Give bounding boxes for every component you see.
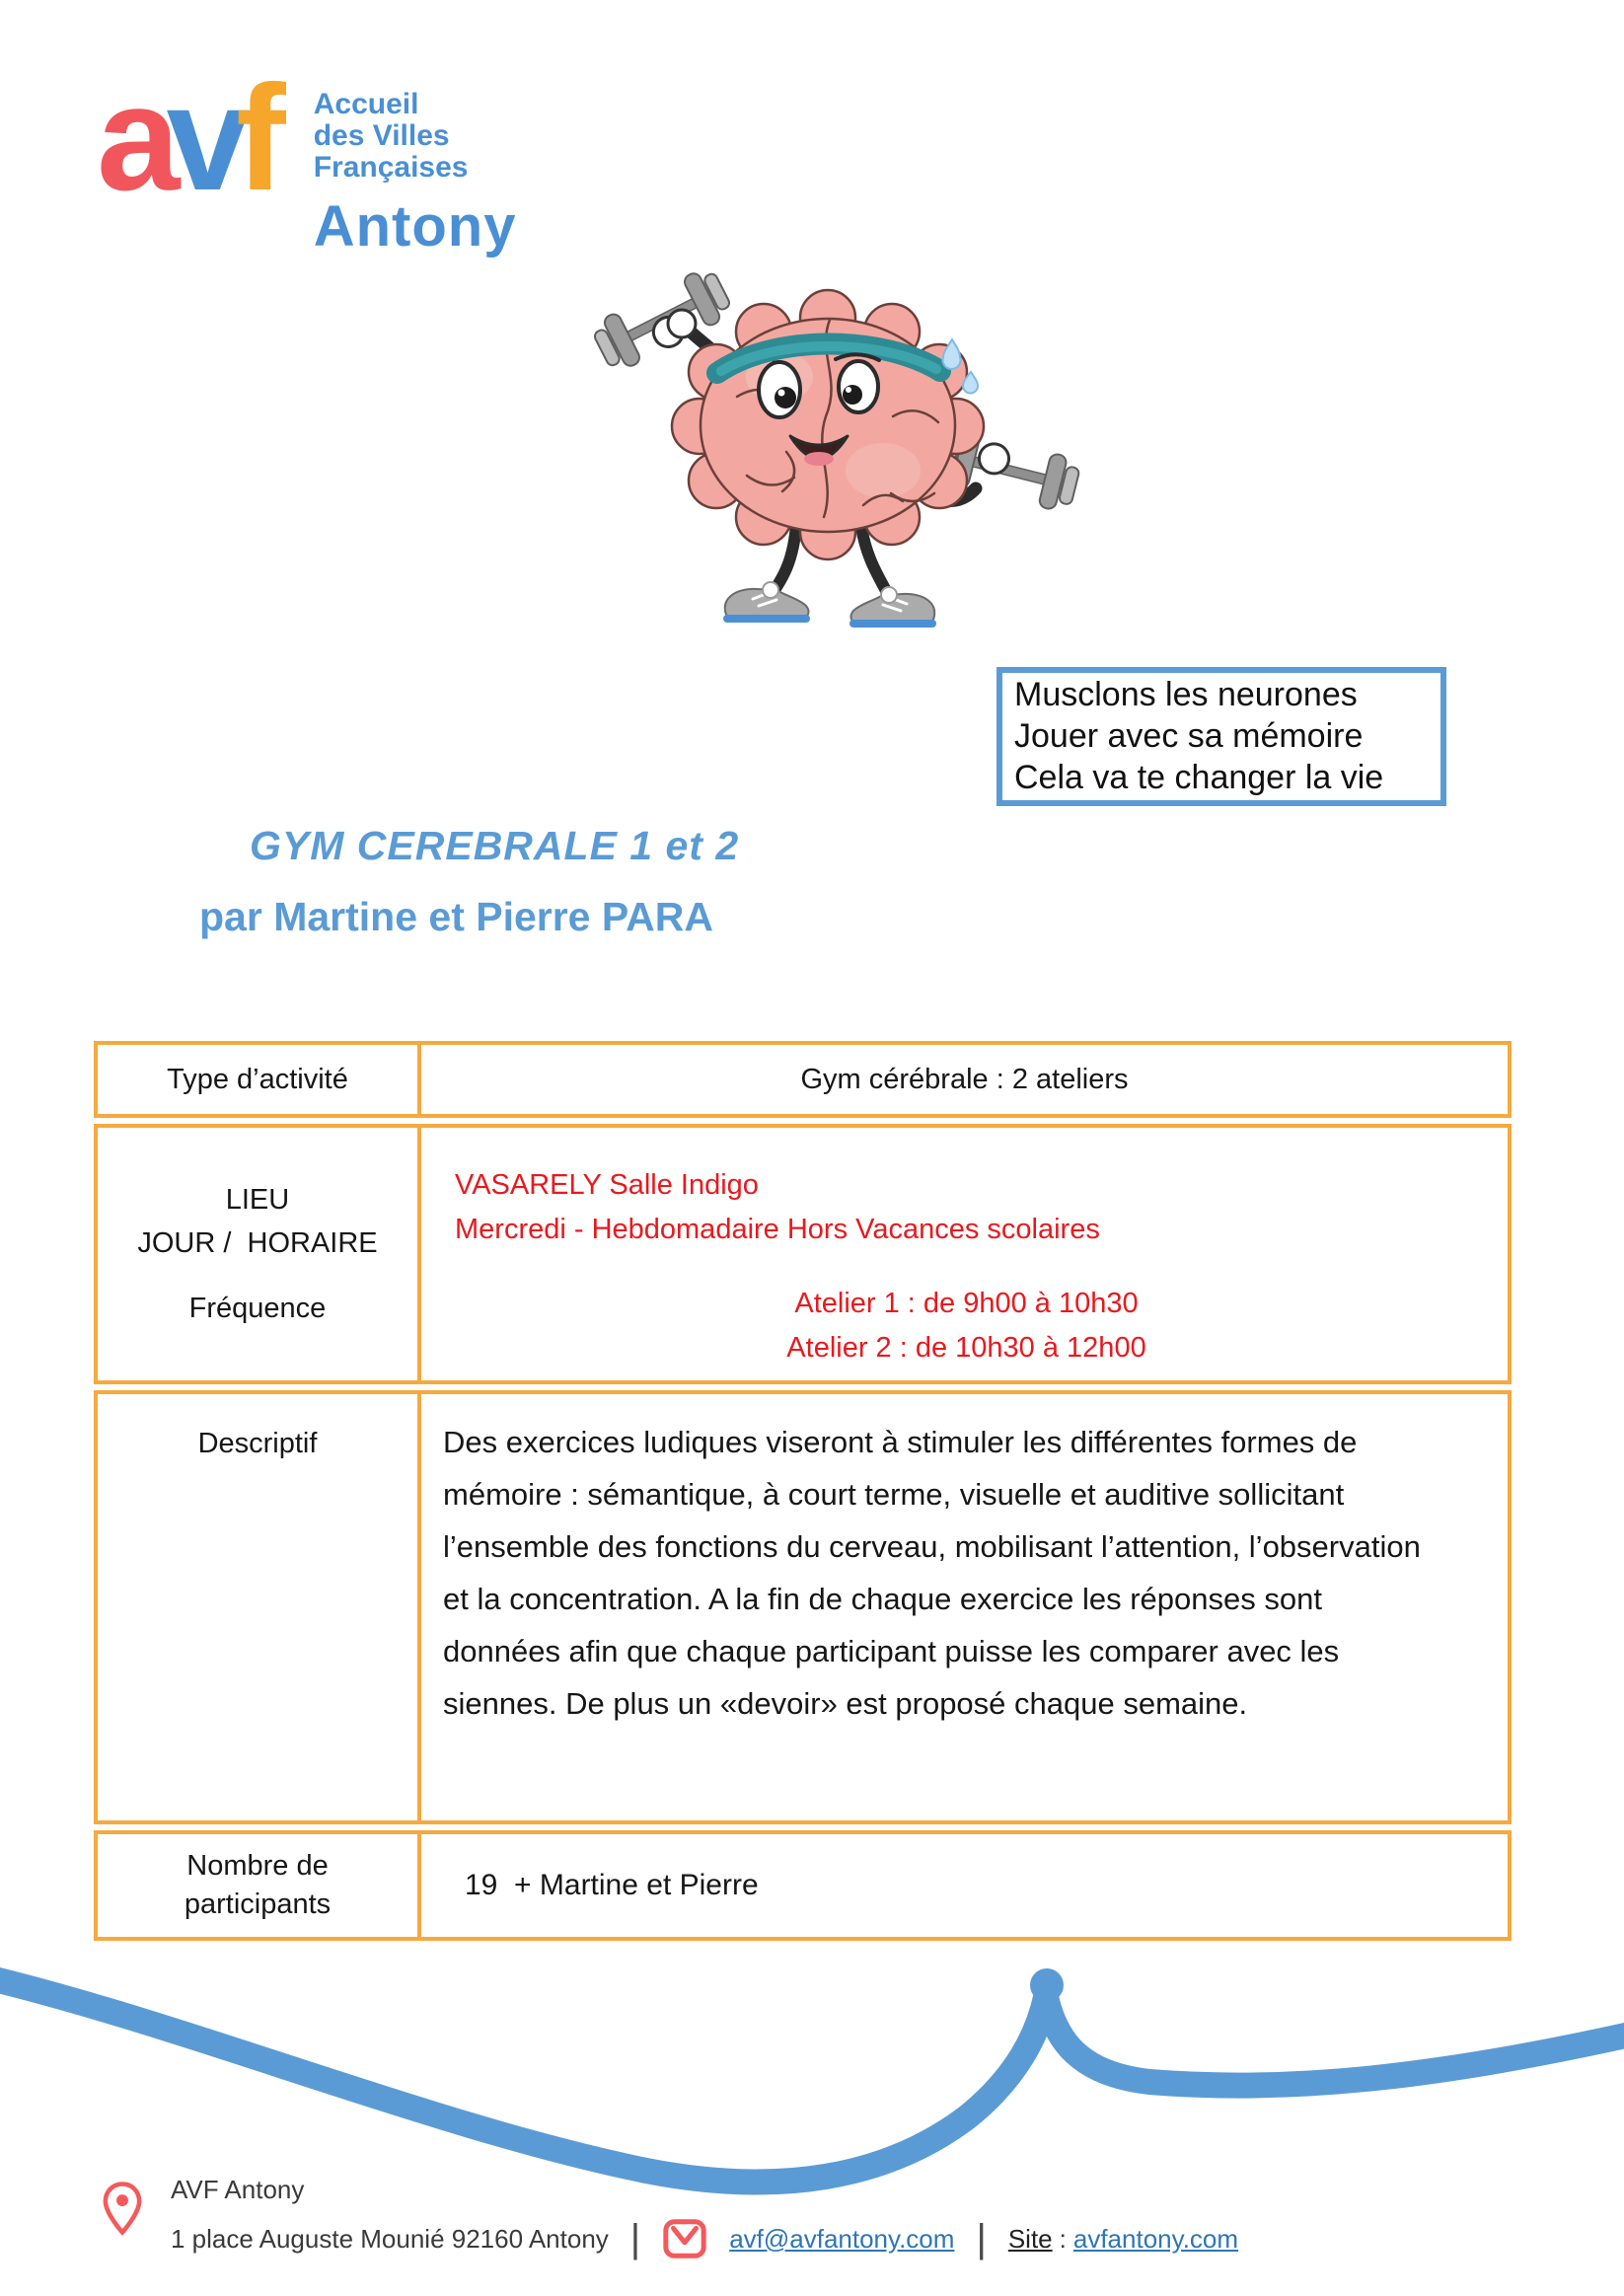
venue-line: VASARELY Salle Indigo xyxy=(455,1169,759,1201)
participants-value xyxy=(421,1834,1508,1937)
brain-highlight xyxy=(746,351,813,403)
table-row-type xyxy=(94,1041,1512,1118)
activity-author: par Martine et Pierre PARA xyxy=(199,894,714,939)
location-pin-icon xyxy=(102,2179,143,2238)
logo-letter-v: v xyxy=(166,54,237,222)
label-frequence: Fréquence xyxy=(188,1293,327,1324)
footer-text-block xyxy=(171,2175,1238,2261)
email-link[interactable]: avf@avfantony.com xyxy=(729,2223,955,2254)
atelier-2-time: Atelier 2 : de 10h30 à 12h00 xyxy=(786,1332,1146,1364)
brain-highlight xyxy=(846,443,921,498)
slogan-line: Musclons les neurones xyxy=(1014,676,1358,713)
dumbbell-left xyxy=(589,264,736,376)
logo-city-name: Antony xyxy=(313,194,517,259)
avf-logo-letters xyxy=(97,54,286,222)
participants-label-line: Nombre de xyxy=(186,1850,329,1882)
label-lieu: LIEU xyxy=(225,1184,290,1216)
lieu-horaire-label xyxy=(98,1128,421,1380)
logo-org-line: Accueil xyxy=(313,88,419,120)
activity-title: GYM CEREBRALE 1 et 2 xyxy=(250,823,740,868)
footer-contact-line xyxy=(171,2216,1238,2261)
site-colon: : xyxy=(1059,2223,1067,2254)
glove-left xyxy=(668,310,696,337)
slogan-line: Cela va te changer la vie xyxy=(1014,759,1384,796)
logo-text-block xyxy=(314,73,517,259)
brain-right-leg xyxy=(861,527,891,601)
headband xyxy=(717,344,940,374)
site-link[interactable]: avfantony.com xyxy=(1072,2223,1239,2254)
brain-eyes xyxy=(759,354,879,417)
participants-label xyxy=(98,1834,421,1937)
brain-left-leg xyxy=(771,525,796,596)
logo-letter-a: a xyxy=(97,54,167,222)
footer-divider: | xyxy=(629,2217,641,2260)
table-row-descriptif xyxy=(94,1390,1512,1824)
brain-right-arm xyxy=(908,481,976,501)
type-activite-value: Gym cérébrale : 2 ateliers xyxy=(800,1063,1129,1095)
brain-mouth xyxy=(790,436,848,466)
sneaker-left xyxy=(723,582,810,623)
footer xyxy=(102,2175,1238,2261)
avf-logo xyxy=(97,54,517,259)
descriptif-label: Descriptif xyxy=(98,1394,421,1820)
activity-table xyxy=(94,1041,1512,1947)
schedule-line: Mercredi - Hebdomadaire Hors Vacances scolaires xyxy=(455,1214,1100,1245)
brain-body xyxy=(672,290,984,559)
table-row-lieu-horaire xyxy=(94,1124,1512,1384)
brain-cartoon-illustration xyxy=(567,259,1090,653)
descriptif-text: Des exercices ludiques viseront à stimuler les différentes formes de mémoire : sémantique, à court terme, visuelle et auditive sollicitant l’ensemble des fonctions du cerveau, mobilisant l’attention, l’observation et la concentration. A la fin de chaque exercice les réponses sont données afin que chaque participant puisse les comparer avec les siennes. De plus un «devoir» est proposé chaque semaine. xyxy=(443,1425,1421,1721)
headband-highlight xyxy=(721,346,936,371)
slogan-line: Jouer avec sa mémoire xyxy=(1014,717,1364,755)
brain-body-fill xyxy=(703,322,952,529)
atelier-times xyxy=(455,1282,1478,1370)
participants-count: 19 + Martine et Pierre xyxy=(465,1869,759,1901)
type-activite-label: Type d’activité xyxy=(98,1045,421,1114)
footer-address: 1 place Auguste Mounié 92160 Antony xyxy=(171,2223,609,2254)
site-label: Site xyxy=(1007,2223,1053,2254)
lieu-horaire-value xyxy=(421,1128,1508,1380)
table-row-participants xyxy=(94,1830,1512,1941)
brain-left-arm xyxy=(686,328,745,377)
label-jour-horaire: JOUR / HORAIRE xyxy=(137,1227,378,1259)
logo-org-line: Françaises xyxy=(313,151,469,184)
sweat-drops xyxy=(943,339,979,394)
logo-org-line: des Villes xyxy=(313,119,450,152)
sneaker-right xyxy=(849,587,936,628)
slogan-box xyxy=(997,667,1446,806)
participants-label-line: participants xyxy=(184,1889,332,1920)
atelier-1-time: Atelier 1 : de 9h00 à 10h30 xyxy=(794,1288,1139,1319)
dumbbell-right xyxy=(936,427,1081,514)
brain-squiggles xyxy=(737,320,938,517)
footer-divider: | xyxy=(976,2217,987,2260)
mail-icon xyxy=(662,2216,707,2261)
logo-letter-f: f xyxy=(236,54,272,222)
descriptif-value xyxy=(421,1394,1508,1820)
footer-org-name: AVF Antony xyxy=(171,2175,305,2204)
